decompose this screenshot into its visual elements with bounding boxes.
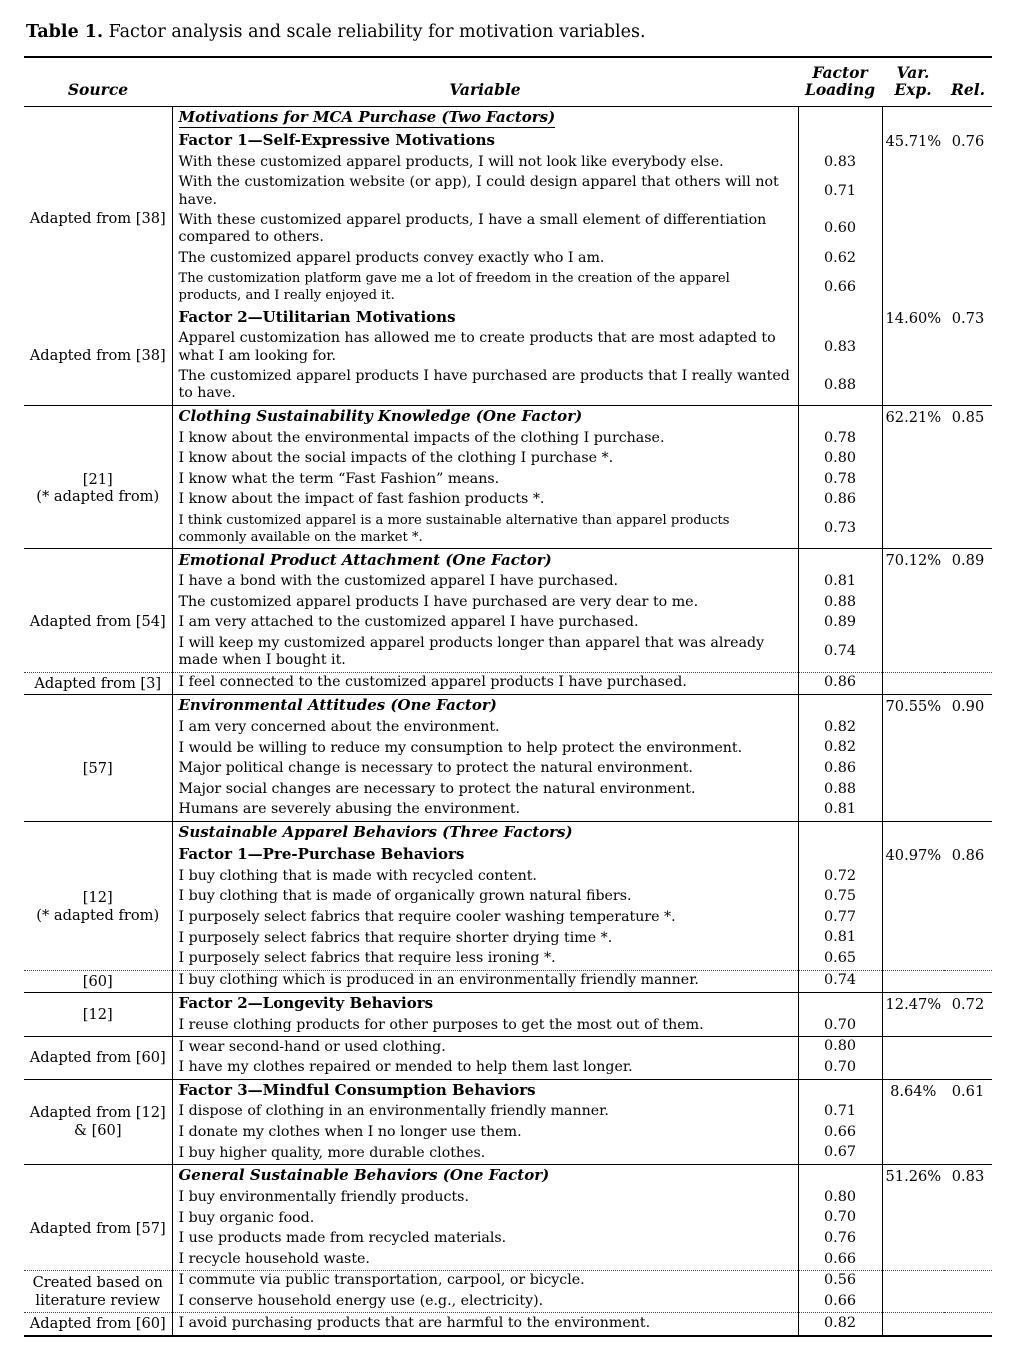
variable-item: I feel connected to the customized apparel products I have purchased. bbox=[172, 672, 798, 695]
variable-item: I buy higher quality, more durable clothes. bbox=[178, 1144, 486, 1161]
spacer-var-exp bbox=[882, 928, 944, 949]
block-var-exp: 8.64% bbox=[882, 1079, 944, 1102]
block-var-exp bbox=[882, 1037, 944, 1058]
loading-value: 0.82 bbox=[798, 738, 882, 759]
variable-item: I donate my clothes when I no longer use them. bbox=[178, 1124, 522, 1141]
variable-item: Major social changes are necessary to protect the natural environment. bbox=[178, 780, 696, 797]
group-title: Sustainable Apparel Behaviors (Three Factors) bbox=[172, 821, 798, 844]
loading-value: 0.74 bbox=[798, 634, 882, 672]
group-title: General Sustainable Behaviors (One Factor) bbox=[172, 1165, 798, 1188]
group-title-row bbox=[24, 549, 992, 572]
spacer-rel bbox=[944, 949, 992, 970]
spacer-rel bbox=[944, 928, 992, 949]
spacer-var-exp bbox=[882, 470, 944, 491]
variable-item: I think customized apparel is a more sustainable alternative than apparel products commonly available on the market *. bbox=[178, 512, 730, 546]
source-cell: [60] bbox=[24, 970, 172, 993]
spacer-rel bbox=[944, 759, 992, 780]
loading-value: 0.80 bbox=[798, 449, 882, 470]
group-rel bbox=[944, 821, 992, 844]
variable-item: I reuse clothing products for other purposes to get the most out of them. bbox=[178, 1016, 704, 1033]
variable-item: The customized apparel products I have purchased are very dear to me. bbox=[178, 593, 699, 610]
block-rel bbox=[944, 672, 992, 695]
spacer-var-exp bbox=[882, 367, 944, 405]
group-var-exp: 70.12% bbox=[882, 549, 944, 572]
spacer-rel bbox=[944, 1058, 992, 1079]
col-header-rel: Rel. bbox=[950, 80, 986, 100]
block-var-exp bbox=[882, 718, 944, 739]
source-cell: Adapted from [12] & [60] bbox=[24, 1079, 172, 1164]
loading-value: 0.73 bbox=[798, 511, 882, 549]
loading-value: 0.66 bbox=[798, 1292, 882, 1313]
loading-value: 0.83 bbox=[798, 329, 882, 367]
spacer-var-exp bbox=[882, 1058, 944, 1079]
group-var-exp bbox=[882, 821, 944, 844]
table-row bbox=[24, 1313, 992, 1335]
spacer-var-exp bbox=[882, 511, 944, 549]
table-row bbox=[24, 1271, 992, 1292]
variable-item: Major political change is necessary to protect the natural environment. bbox=[178, 760, 693, 777]
block-rel bbox=[944, 1037, 992, 1058]
source-cell: [57] bbox=[24, 718, 172, 821]
variable-item: I recycle household waste. bbox=[178, 1250, 370, 1267]
factor-subhead: Factor 2—Utilitarian Motivations bbox=[178, 307, 456, 326]
col-header-source: Source bbox=[67, 80, 129, 100]
source-cell: Adapted from [57] bbox=[24, 1188, 172, 1271]
table-row bbox=[24, 844, 992, 867]
table-row bbox=[24, 1188, 992, 1209]
source-cell: Adapted from [60] bbox=[24, 1037, 172, 1079]
spacer-rel bbox=[944, 1016, 992, 1037]
variable-item: I wear second-hand or used clothing. bbox=[172, 1037, 798, 1058]
group-title-loading bbox=[798, 695, 882, 718]
group-var-exp: 70.55% bbox=[882, 695, 944, 718]
block-var-exp bbox=[882, 572, 944, 593]
loading-value: 0.71 bbox=[798, 1102, 882, 1123]
group-rel bbox=[944, 106, 992, 130]
subhead-loading bbox=[798, 844, 882, 867]
loading-value: 0.77 bbox=[798, 908, 882, 929]
variable-item: I buy clothing that is made of organically grown natural fibers. bbox=[178, 888, 632, 905]
loading-value: 0.88 bbox=[798, 593, 882, 614]
block-rel: 0.86 bbox=[951, 846, 985, 864]
factor-subhead: Factor 1—Pre-Purchase Behaviors bbox=[178, 845, 465, 864]
spacer-var-exp bbox=[882, 153, 944, 174]
spacer-var-exp bbox=[882, 867, 944, 888]
variable-item: I purposely select fabrics that require cooler washing temperature *. bbox=[178, 908, 676, 925]
group-title: Environmental Attitudes (One Factor) bbox=[172, 695, 798, 718]
table-head bbox=[24, 57, 992, 106]
block-var-exp bbox=[882, 1271, 944, 1292]
table-bottom-rule bbox=[24, 1335, 992, 1336]
group-source-empty bbox=[24, 106, 172, 130]
spacer-rel bbox=[944, 867, 992, 888]
group-title-loading bbox=[798, 549, 882, 572]
block-rel: 0.73 bbox=[951, 309, 985, 327]
variable-item: I buy organic food. bbox=[178, 1209, 315, 1226]
group-title-loading bbox=[798, 106, 882, 130]
spacer-rel bbox=[944, 449, 992, 470]
spacer-var-exp bbox=[882, 1229, 944, 1250]
group-title-row bbox=[24, 1165, 992, 1188]
block-var-exp: 45.71% bbox=[885, 132, 942, 150]
block-rel bbox=[944, 1313, 992, 1335]
spacer-rel bbox=[944, 367, 992, 405]
block-rel: 0.61 bbox=[944, 1079, 992, 1102]
group-title-loading bbox=[798, 405, 882, 428]
group-rel: 0.85 bbox=[944, 405, 992, 428]
block-rel: 0.72 bbox=[944, 993, 992, 1016]
table-row bbox=[24, 429, 992, 450]
loading-value: 0.82 bbox=[798, 718, 882, 739]
source-cell: Adapted from [38] bbox=[24, 307, 172, 406]
group-source-empty bbox=[24, 695, 172, 718]
spacer-rel bbox=[944, 593, 992, 614]
group-source-empty bbox=[24, 821, 172, 844]
source-cell: [12] (* adapted from) bbox=[24, 844, 172, 970]
source-cell: Created based on literature review bbox=[24, 1271, 172, 1313]
loading-value: 0.86 bbox=[798, 759, 882, 780]
variable-item: I dispose of clothing in an environmentally friendly manner. bbox=[178, 1103, 609, 1120]
loading-value: 0.62 bbox=[798, 249, 882, 270]
loading-value: 0.78 bbox=[798, 470, 882, 491]
spacer-rel bbox=[944, 1292, 992, 1313]
loading-value: 0.80 bbox=[798, 1037, 882, 1058]
factor-subhead: Factor 1—Self-Expressive Motivations bbox=[178, 131, 495, 150]
table-row bbox=[24, 1079, 992, 1102]
table-row bbox=[24, 672, 992, 695]
variable-item: Apparel customization has allowed me to create products that are most adapted to what I am looking for. bbox=[178, 330, 776, 364]
spacer-rel bbox=[944, 887, 992, 908]
spacer-rel bbox=[944, 908, 992, 929]
spacer-var-exp bbox=[882, 800, 944, 821]
group-rel: 0.90 bbox=[944, 695, 992, 718]
group-title-loading bbox=[798, 1165, 882, 1188]
factor-loading-line1: Factor bbox=[812, 62, 868, 82]
spacer-var-exp bbox=[882, 173, 944, 211]
group-rel: 0.89 bbox=[944, 549, 992, 572]
variable-item: I would be willing to reduce my consumption to help protect the environment. bbox=[178, 739, 743, 756]
spacer-rel bbox=[944, 249, 992, 270]
group-title: Emotional Product Attachment (One Factor) bbox=[172, 549, 798, 572]
table-row bbox=[24, 718, 992, 739]
spacer-var-exp bbox=[882, 593, 944, 614]
variable-item: I purposely select fabrics that require shorter drying time *. bbox=[178, 929, 613, 946]
loading-value: 0.88 bbox=[798, 780, 882, 801]
loading-value: 0.81 bbox=[798, 572, 882, 593]
variable-item: I know what the term “Fast Fashion” means. bbox=[178, 470, 500, 487]
loading-value: 0.83 bbox=[798, 153, 882, 174]
block-rel bbox=[944, 970, 992, 993]
spacer-var-exp bbox=[882, 1102, 944, 1123]
factor-loading-line2: Loading bbox=[804, 80, 876, 100]
block-var-exp bbox=[882, 672, 944, 695]
subhead-loading bbox=[798, 1079, 882, 1102]
group-title-row bbox=[24, 821, 992, 844]
variable-item: Humans are severely abusing the environment. bbox=[178, 801, 521, 818]
group-source-empty bbox=[24, 405, 172, 428]
loading-value: 0.70 bbox=[798, 1208, 882, 1229]
var-exp-line1: Var. bbox=[896, 62, 930, 82]
block-var-exp: 40.97% bbox=[885, 846, 942, 864]
subhead-loading bbox=[798, 130, 882, 153]
group-title: Motivations for MCA Purchase (Two Factors) bbox=[172, 106, 798, 130]
caption-text: Factor analysis and scale reliability for motivation variables. bbox=[108, 22, 646, 42]
col-header-variable: Variable bbox=[449, 80, 521, 100]
subhead-loading bbox=[798, 307, 882, 330]
group-title-row bbox=[24, 695, 992, 718]
factor-subhead: Factor 3—Mindful Consumption Behaviors bbox=[172, 1079, 798, 1102]
loading-value: 0.86 bbox=[798, 672, 882, 695]
table-row bbox=[24, 307, 992, 330]
loading-value: 0.89 bbox=[798, 613, 882, 634]
variable-item: I purposely select fabrics that require less ironing *. bbox=[178, 950, 556, 967]
variable-item: With these customized apparel products, I will not look like everybody else. bbox=[178, 153, 724, 170]
spacer-var-exp bbox=[882, 490, 944, 511]
variable-item: The customized apparel products I have purchased are products that I really wanted to have. bbox=[178, 368, 790, 402]
loading-value: 0.88 bbox=[798, 367, 882, 405]
source-cell: Adapted from [54] bbox=[24, 572, 172, 672]
loading-value: 0.72 bbox=[798, 867, 882, 888]
variable-item: I have my clothes repaired or mended to help them last longer. bbox=[178, 1059, 633, 1076]
block-rel bbox=[944, 1188, 992, 1209]
variable-item: I have a bond with the customized apparel I have purchased. bbox=[178, 573, 619, 590]
loading-value: 0.81 bbox=[798, 800, 882, 821]
variable-item: I am very attached to the customized apparel I have purchased. bbox=[178, 614, 639, 631]
loading-value: 0.65 bbox=[798, 949, 882, 970]
loading-value: 0.66 bbox=[798, 1250, 882, 1271]
var-exp-line2: Exp. bbox=[894, 80, 932, 100]
variable-item: I conserve household energy use (e.g., electricity). bbox=[178, 1292, 544, 1309]
factor-analysis-table bbox=[24, 56, 992, 1337]
table-row bbox=[24, 993, 992, 1016]
variable-item: I avoid purchasing products that are harmful to the environment. bbox=[172, 1313, 798, 1335]
spacer-rel bbox=[944, 1229, 992, 1250]
loading-value: 0.76 bbox=[798, 1229, 882, 1250]
loading-value: 0.71 bbox=[798, 173, 882, 211]
spacer-rel bbox=[944, 738, 992, 759]
variable-item: I buy environmentally friendly products. bbox=[178, 1188, 469, 1205]
spacer-var-exp bbox=[882, 634, 944, 672]
spacer-var-exp bbox=[882, 1143, 944, 1164]
source-cell: [21] (* adapted from) bbox=[24, 429, 172, 549]
source-cell: [12] bbox=[24, 993, 172, 1037]
factor-subhead: Factor 2—Longevity Behaviors bbox=[172, 993, 798, 1016]
block-var-exp bbox=[882, 970, 944, 993]
loading-value: 0.70 bbox=[798, 1016, 882, 1037]
variable-item: With these customized apparel products, I have a small element of differentiation compared to others. bbox=[178, 211, 767, 246]
group-title: Clothing Sustainability Knowledge (One Factor) bbox=[172, 405, 798, 428]
loading-value: 0.60 bbox=[798, 211, 882, 249]
spacer-rel bbox=[944, 269, 992, 307]
block-rel bbox=[944, 1271, 992, 1292]
variable-item: I know about the impact of fast fashion products *. bbox=[178, 491, 545, 508]
group-title-loading bbox=[798, 821, 882, 844]
loading-value: 0.86 bbox=[798, 490, 882, 511]
spacer-var-exp bbox=[882, 738, 944, 759]
block-rel: 0.76 bbox=[951, 132, 985, 150]
variable-item: The customization platform gave me a lot of freedom in the creation of the apparel products, and I really enjoyed it. bbox=[178, 271, 730, 304]
variable-item: I buy clothing which is produced in an environmentally friendly manner. bbox=[172, 970, 798, 993]
spacer-var-exp bbox=[882, 449, 944, 470]
source-cell: Adapted from [60] bbox=[24, 1313, 172, 1335]
spacer-rel bbox=[944, 470, 992, 491]
spacer-var-exp bbox=[882, 887, 944, 908]
spacer-var-exp bbox=[882, 249, 944, 270]
spacer-var-exp bbox=[882, 1123, 944, 1144]
variable-item: The customized apparel products convey exactly who I am. bbox=[178, 249, 605, 266]
spacer-rel bbox=[944, 1102, 992, 1123]
spacer-var-exp bbox=[882, 1250, 944, 1271]
loading-value: 0.82 bbox=[798, 1313, 882, 1335]
group-title-row bbox=[24, 405, 992, 428]
spacer-rel bbox=[944, 511, 992, 549]
subhead-loading bbox=[798, 993, 882, 1016]
variable-item: I know about the social impacts of the clothing I purchase *. bbox=[178, 450, 614, 467]
table-caption bbox=[26, 22, 994, 44]
block-rel bbox=[944, 429, 992, 450]
col-header-var-exp bbox=[882, 57, 944, 106]
table-row bbox=[24, 130, 992, 153]
spacer-var-exp bbox=[882, 1292, 944, 1313]
spacer-var-exp bbox=[882, 269, 944, 307]
spacer-rel bbox=[944, 800, 992, 821]
spacer-rel bbox=[944, 153, 992, 174]
spacer-rel bbox=[944, 1208, 992, 1229]
source-cell: Adapted from [3] bbox=[24, 672, 172, 695]
loading-value: 0.66 bbox=[798, 1123, 882, 1144]
variable-item: I will keep my customized apparel products longer than apparel that was already made when I bought it. bbox=[178, 634, 765, 669]
block-var-exp: 14.60% bbox=[885, 309, 942, 327]
spacer-var-exp bbox=[882, 329, 944, 367]
caption-label: Table 1. bbox=[26, 22, 104, 42]
source-cell: Adapted from [38] bbox=[24, 130, 172, 307]
spacer-var-exp bbox=[882, 908, 944, 929]
group-source-empty bbox=[24, 549, 172, 572]
col-header-factor-loading bbox=[798, 57, 882, 106]
spacer-var-exp bbox=[882, 1208, 944, 1229]
table-row bbox=[24, 1037, 992, 1058]
variable-item: I use products made from recycled materials. bbox=[178, 1230, 507, 1247]
variable-item: I commute via public transportation, carpool, or bicycle. bbox=[172, 1271, 798, 1292]
spacer-rel bbox=[944, 173, 992, 211]
spacer-var-exp bbox=[882, 759, 944, 780]
spacer-rel bbox=[944, 780, 992, 801]
spacer-rel bbox=[944, 613, 992, 634]
spacer-var-exp bbox=[882, 211, 944, 249]
loading-value: 0.75 bbox=[798, 887, 882, 908]
spacer-rel bbox=[944, 490, 992, 511]
variable-item: With the customization website (or app), I could design apparel that others will not have. bbox=[178, 174, 779, 208]
loading-value: 0.66 bbox=[798, 269, 882, 307]
loading-value: 0.81 bbox=[798, 928, 882, 949]
spacer-rel bbox=[944, 1123, 992, 1144]
block-var-exp bbox=[882, 1313, 944, 1335]
spacer-var-exp bbox=[882, 1016, 944, 1037]
loading-value: 0.78 bbox=[798, 429, 882, 450]
table-body bbox=[24, 106, 992, 1336]
variable-item: I am very concerned about the environment. bbox=[178, 718, 500, 735]
spacer-rel bbox=[944, 329, 992, 367]
loading-value: 0.56 bbox=[798, 1271, 882, 1292]
table-row bbox=[24, 970, 992, 993]
block-rel bbox=[944, 572, 992, 593]
variable-item: I know about the environmental impacts of the clothing I purchase. bbox=[178, 429, 665, 446]
spacer-rel bbox=[944, 1143, 992, 1164]
spacer-var-exp bbox=[882, 949, 944, 970]
block-var-exp bbox=[882, 1188, 944, 1209]
spacer-var-exp bbox=[882, 780, 944, 801]
group-var-exp: 51.26% bbox=[882, 1165, 944, 1188]
spacer-rel bbox=[944, 211, 992, 249]
block-var-exp bbox=[882, 429, 944, 450]
group-var-exp bbox=[882, 106, 944, 130]
spacer-rel bbox=[944, 634, 992, 672]
loading-value: 0.70 bbox=[798, 1058, 882, 1079]
loading-value: 0.67 bbox=[798, 1143, 882, 1164]
loading-value: 0.74 bbox=[798, 970, 882, 993]
block-rel bbox=[944, 718, 992, 739]
block-var-exp: 12.47% bbox=[882, 993, 944, 1016]
group-var-exp: 62.21% bbox=[882, 405, 944, 428]
variable-item: I buy clothing that is made with recycled content. bbox=[178, 867, 537, 884]
group-source-empty bbox=[24, 1165, 172, 1188]
loading-value: 0.80 bbox=[798, 1188, 882, 1209]
group-rel: 0.83 bbox=[944, 1165, 992, 1188]
spacer-var-exp bbox=[882, 613, 944, 634]
group-title-row bbox=[24, 106, 992, 130]
table-row bbox=[24, 572, 992, 593]
spacer-rel bbox=[944, 1250, 992, 1271]
